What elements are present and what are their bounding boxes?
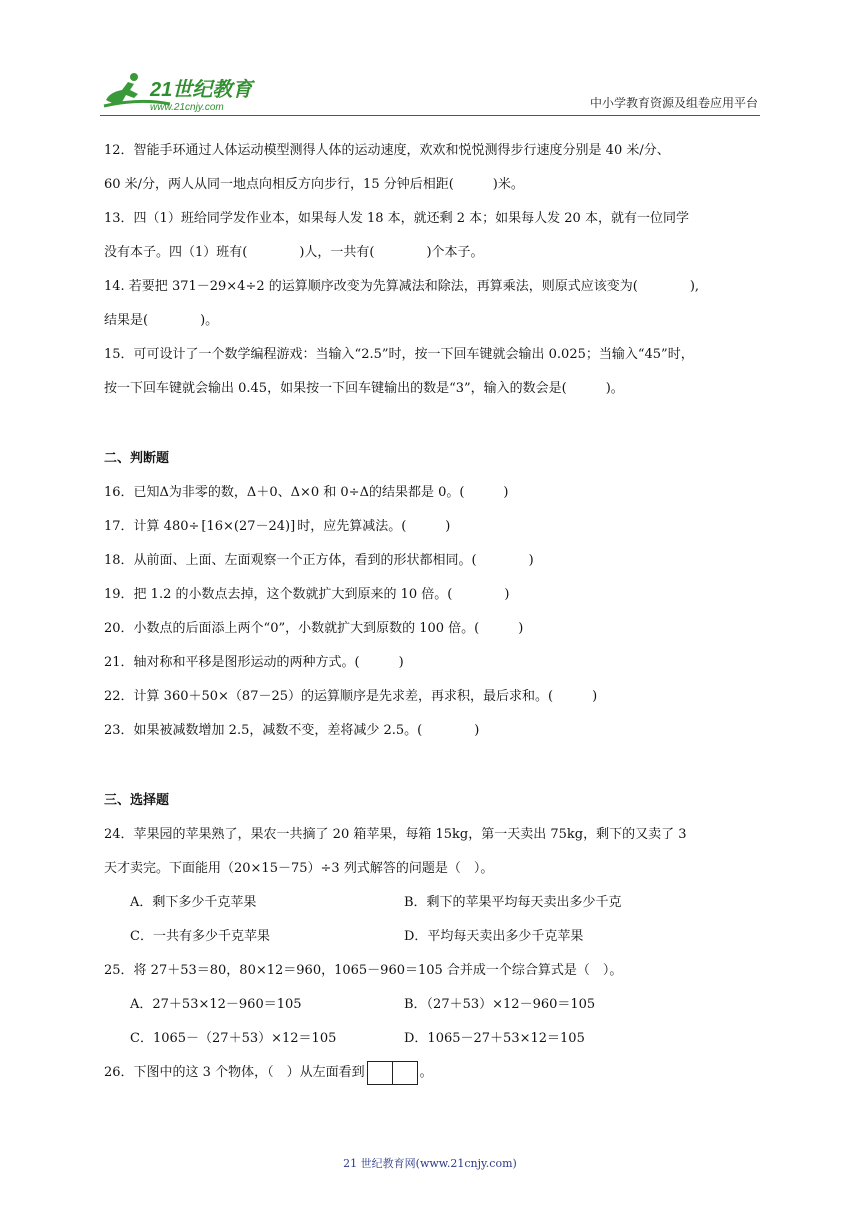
question-26-prefix: 26．下图中的这 3 个物体，（ ）从左面看到: [104, 1065, 365, 1080]
question-26: [104, 1056, 760, 1090]
question-26-suffix: 。: [419, 1065, 433, 1080]
question-24-options-row-1: [104, 886, 760, 920]
question-17-suffix: 时，应先算减法。( ): [297, 519, 451, 534]
question-24-line-2: 天才卖完。下面能用（20×15－75）÷3 列式解答的问题是（ ）。: [104, 861, 494, 876]
worksheet-content: [104, 134, 760, 1090]
question-25: 25．将 27＋53＝80，80×12＝960，1065－960＝105 合并成一个综合算式是（ ）。: [104, 963, 623, 978]
logo: [100, 68, 270, 114]
question-24-line-1: 24．苹果园的苹果熟了，果农一共摘了 20 箱苹果，每箱 15kg，第一天卖出 75kg，剩下的又卖了 3: [104, 827, 687, 842]
question-24-option-a: A．剩下多少千克苹果: [130, 895, 257, 910]
section-title-choice: 三、选择题: [104, 793, 170, 808]
svg-text:21世纪教育: 21世纪教育: [150, 79, 253, 101]
question-22: 22．计算 360＋50×（87－25）的运算顺序是先求差，再求积，最后求和。( ): [104, 689, 598, 704]
page-footer: 21 世纪教育网(www.21cnjy.com): [343, 1157, 517, 1170]
page-header: [100, 68, 760, 116]
question-13-line-2: 没有本子。四（1）班有( )人，一共有( )个本子。: [104, 245, 484, 260]
question-24-option-c: C．一共有多少千克苹果: [130, 929, 270, 944]
question-15-line-2: 按一下回车键就会输出 0.45，如果按一下回车键输出的数是“3”，输入的数会是( )。: [104, 381, 624, 396]
question-25-option-a: A．27＋53×12－960＝105: [130, 997, 302, 1012]
question-16: 16．已知Δ为非零的数，Δ＋0、Δ×0 和 0÷Δ的结果都是 0。( ): [104, 485, 509, 500]
question-14-line-2: 结果是( )。: [104, 313, 219, 328]
question-25-option-d: D．1065－27＋53×12＝105: [404, 1031, 585, 1046]
question-12-line-1: 12．智能手环通过人体运动模型测得人体的运动速度，欢欢和悦悦测得步行速度分别是 40 米/分、: [104, 143, 670, 158]
question-25-option-b: B．（27＋53）×12－960＝105: [404, 997, 596, 1012]
question-25-option-c: C．1065－（27＋53）×12＝105: [130, 1031, 337, 1046]
question-17-expression: [16×(27－24)]: [201, 518, 296, 534]
question-15-line-1: 15．可可设计了一个数学编程游戏：当输入“2.5”时，按一下回车键就会输出 0.025；当输入“45”时，: [104, 347, 694, 362]
question-18: 18．从前面、上面、左面观察一个正方体，看到的形状都相同。( ): [104, 553, 534, 568]
question-17: [104, 510, 760, 544]
section-title-judge: 二、判断题: [104, 451, 170, 466]
question-19: 19．把 1.2 的小数点去掉，这个数就扩大到原来的 10 倍。( ): [104, 587, 510, 602]
question-24-option-d: D．平均每天卖出多少千克苹果: [404, 929, 584, 944]
question-20: 20．小数点的后面添上两个“0”，小数就扩大到原数的 100 倍。( ): [104, 621, 524, 636]
question-14-line-1: 14. 若要把 371－29×4÷2 的运算顺序改变为先算减法和除法，再算乘法，则原式应该变为( ),: [104, 279, 700, 294]
two-square-view-figure: [367, 1061, 418, 1085]
header-rule: [100, 115, 760, 116]
svg-text:www.21cnjy.com: www.21cnjy.com: [150, 102, 224, 113]
question-24-option-b: B．剩下的苹果平均每天卖出多少千克: [404, 895, 622, 910]
question-25-options-row-2: [104, 1022, 760, 1056]
question-24-options-row-2: [104, 920, 760, 954]
platform-name: 中小学教育资源及组卷应用平台: [589, 96, 758, 110]
question-17-prefix: 17．计算 480÷: [104, 519, 200, 534]
question-21: 21．轴对称和平移是图形运动的两种方式。( ): [104, 655, 404, 670]
question-23: 23．如果被减数增加 2.5，减数不变，差将减少 2.5。( ): [104, 723, 480, 738]
question-12-line-2: 60 米/分，两人从同一地点向相反方向步行，15 分钟后相距( )米。: [104, 177, 524, 192]
question-13-line-1: 13．四（1）班给同学发作业本，如果每人发 18 本，就还剩 2 本；如果每人发 20 本，就有一位同学: [104, 211, 689, 226]
question-25-options-row-1: [104, 988, 760, 1022]
